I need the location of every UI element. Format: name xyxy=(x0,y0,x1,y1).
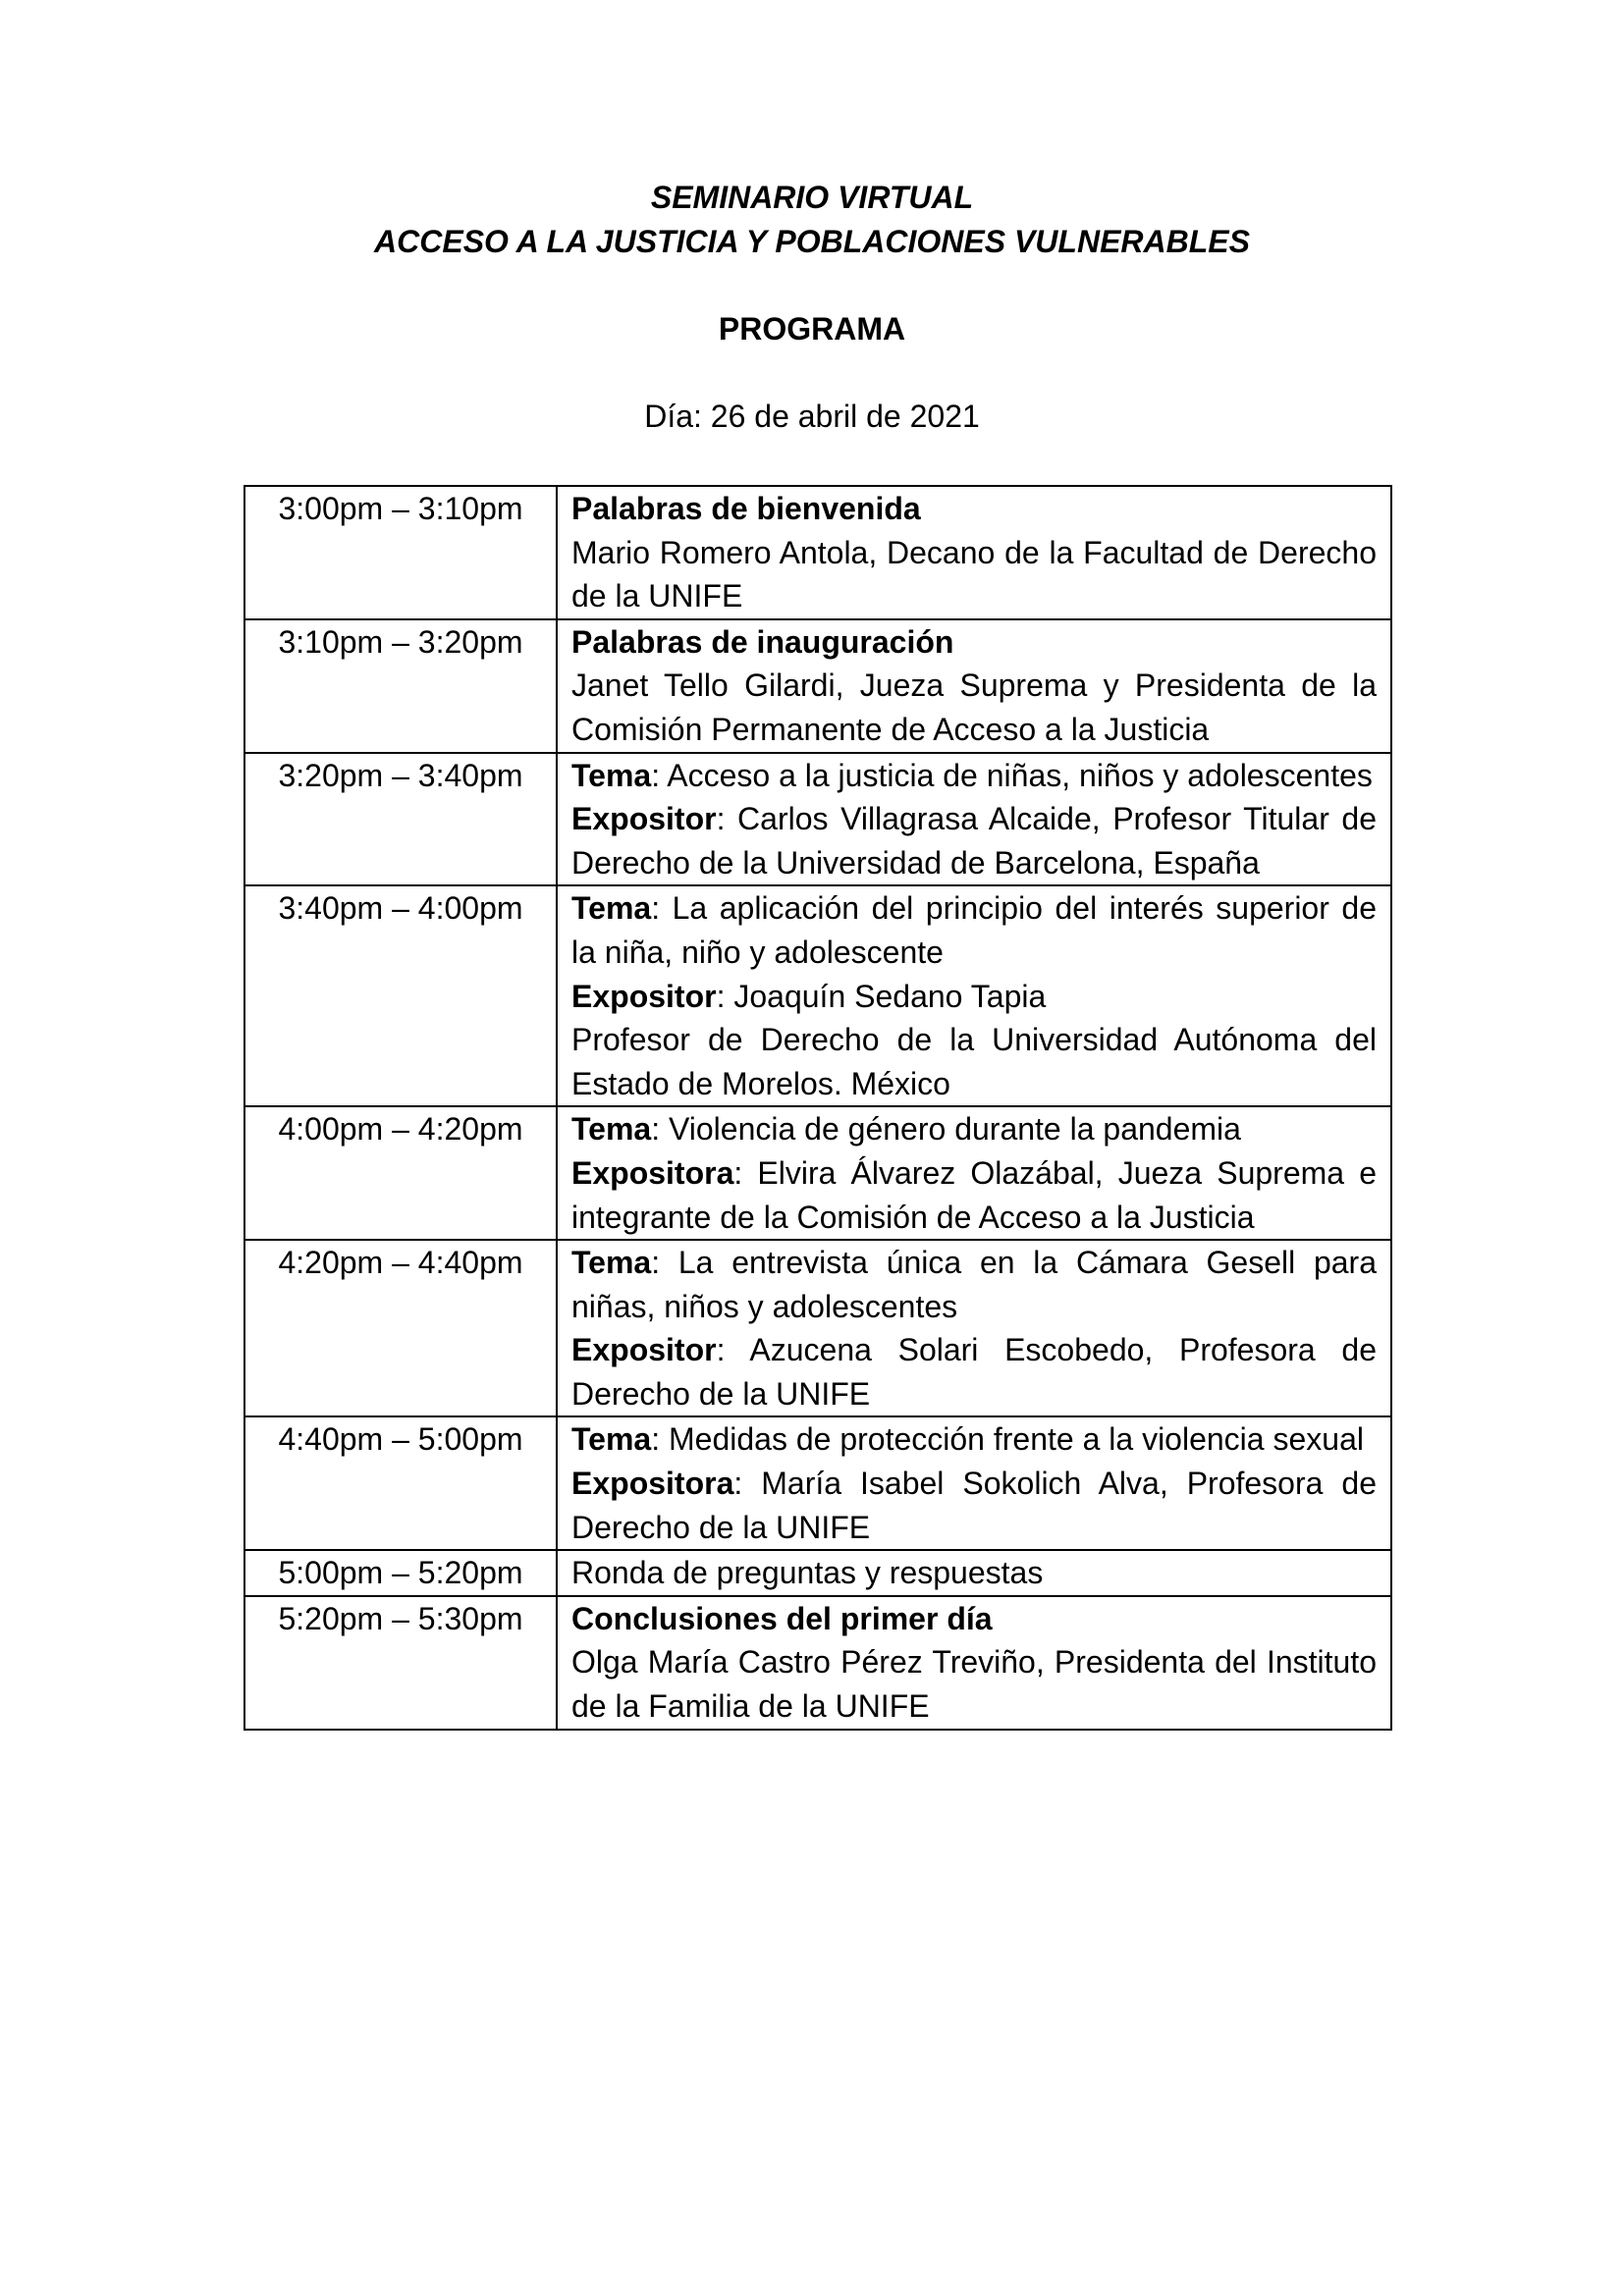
speaker-line xyxy=(571,975,1377,1019)
time-cell: 4:40pm – 5:00pm xyxy=(244,1416,557,1550)
table-row xyxy=(244,486,1391,619)
speaker-line xyxy=(571,797,1377,884)
topic-line xyxy=(571,1417,1377,1462)
content-cell xyxy=(557,486,1391,619)
schedule-table xyxy=(244,485,1392,1731)
content-cell xyxy=(557,1240,1391,1416)
speaker-affiliation: Profesor de Derecho de la Universidad Autónoma del Estado de Morelos. México xyxy=(571,1022,1377,1101)
topic-line xyxy=(571,886,1377,974)
table-row xyxy=(244,753,1391,886)
topic-text: : La aplicación del principio del interés superior de la niña, niño y adolescente xyxy=(571,890,1377,970)
speaker-text: : Azucena Solari Escobedo, Profesora de Derecho de la UNIFE xyxy=(571,1332,1377,1412)
topic-label: Tema xyxy=(571,1111,652,1148)
session-heading: Conclusiones del primer día xyxy=(571,1600,993,1636)
table-row xyxy=(244,1596,1391,1730)
session-text: Ronda de preguntas y respuestas xyxy=(571,1555,1044,1591)
speaker-text: : Carlos Villagrasa Alcaide, Profesor Titular de Derecho de la Universidad de Barcelona, España xyxy=(571,801,1377,881)
content-cell xyxy=(557,885,1391,1106)
seminar-title xyxy=(0,176,1624,220)
session-heading: Palabras de inauguración xyxy=(571,623,954,660)
table-row xyxy=(244,1550,1391,1596)
table-row xyxy=(244,1416,1391,1550)
topic-line xyxy=(571,1241,1377,1328)
time-cell: 5:20pm – 5:30pm xyxy=(244,1596,557,1730)
speaker-text: : Elvira Álvarez Olazábal, Jueza Suprema e integrante de la Comisión de Acceso a la Justicia xyxy=(571,1154,1377,1235)
speaker-label: Expositor xyxy=(571,978,717,1014)
session-text: Olga María Castro Pérez Treviño, Presidenta del Instituto de la Familia de la UNIFE xyxy=(571,1644,1377,1725)
title-line-2: ACCESO A LA JUSTICIA Y POBLACIONES VULNERABLES xyxy=(374,224,1250,259)
topic-label: Tema xyxy=(571,757,652,793)
content-cell xyxy=(557,619,1391,753)
topic-text: : Violencia de género durante la pandemia xyxy=(651,1111,1241,1148)
time-cell: 3:40pm – 4:00pm xyxy=(244,885,557,1106)
session-text: Janet Tello Gilardi, Jueza Suprema y Presidenta de la Comisión Permanente de Acceso a la Justicia xyxy=(571,667,1377,747)
table-row xyxy=(244,1106,1391,1240)
date-line: Día: 26 de abril de 2021 xyxy=(644,399,980,434)
content-cell xyxy=(557,1106,1391,1240)
topic-label: Tema xyxy=(571,890,652,927)
speaker-line xyxy=(571,1151,1377,1239)
content-cell xyxy=(557,1596,1391,1730)
time-cell: 5:00pm – 5:20pm xyxy=(244,1550,557,1596)
time-cell: 4:00pm – 4:20pm xyxy=(244,1106,557,1240)
program-heading: PROGRAMA xyxy=(718,311,906,347)
topic-line xyxy=(571,754,1377,798)
speaker-text: : María Isabel Sokolich Alva, Profesora de Derecho de la UNIFE xyxy=(571,1466,1377,1545)
topic-text: : Acceso a la justicia de niñas, niños y adolescentes xyxy=(651,757,1373,793)
topic-text: : La entrevista única en la Cámara Gesell para niñas, niños y adolescentes xyxy=(571,1245,1377,1324)
content-cell xyxy=(557,753,1391,886)
speaker-label: Expositora xyxy=(571,1154,734,1191)
speaker-label: Expositor xyxy=(571,1332,717,1368)
speaker-line xyxy=(571,1462,1377,1549)
content-cell xyxy=(557,1416,1391,1550)
speaker-line xyxy=(571,1328,1377,1415)
table-row xyxy=(244,885,1391,1106)
speaker-label: Expositor xyxy=(571,801,717,837)
topic-line xyxy=(571,1107,1377,1151)
time-cell: 4:20pm – 4:40pm xyxy=(244,1240,557,1416)
title-line-1: SEMINARIO VIRTUAL xyxy=(650,180,974,215)
speaker-label: Expositora xyxy=(571,1466,734,1502)
topic-label: Tema xyxy=(571,1421,652,1458)
topic-text: : Medidas de protección frente a la violencia sexual xyxy=(651,1421,1364,1458)
time-cell: 3:00pm – 3:10pm xyxy=(244,486,557,619)
session-text: Mario Romero Antola, Decano de la Facultad de Derecho de la UNIFE xyxy=(571,534,1377,614)
topic-label: Tema xyxy=(571,1245,652,1281)
session-heading: Palabras de bienvenida xyxy=(571,491,921,526)
speaker-text: : Joaquín Sedano Tapia xyxy=(716,978,1047,1014)
table-row xyxy=(244,619,1391,753)
time-cell: 3:20pm – 3:40pm xyxy=(244,753,557,886)
table-row xyxy=(244,1240,1391,1416)
seminar-subtitle xyxy=(0,220,1624,264)
content-cell xyxy=(557,1550,1391,1596)
time-cell: 3:10pm – 3:20pm xyxy=(244,619,557,753)
